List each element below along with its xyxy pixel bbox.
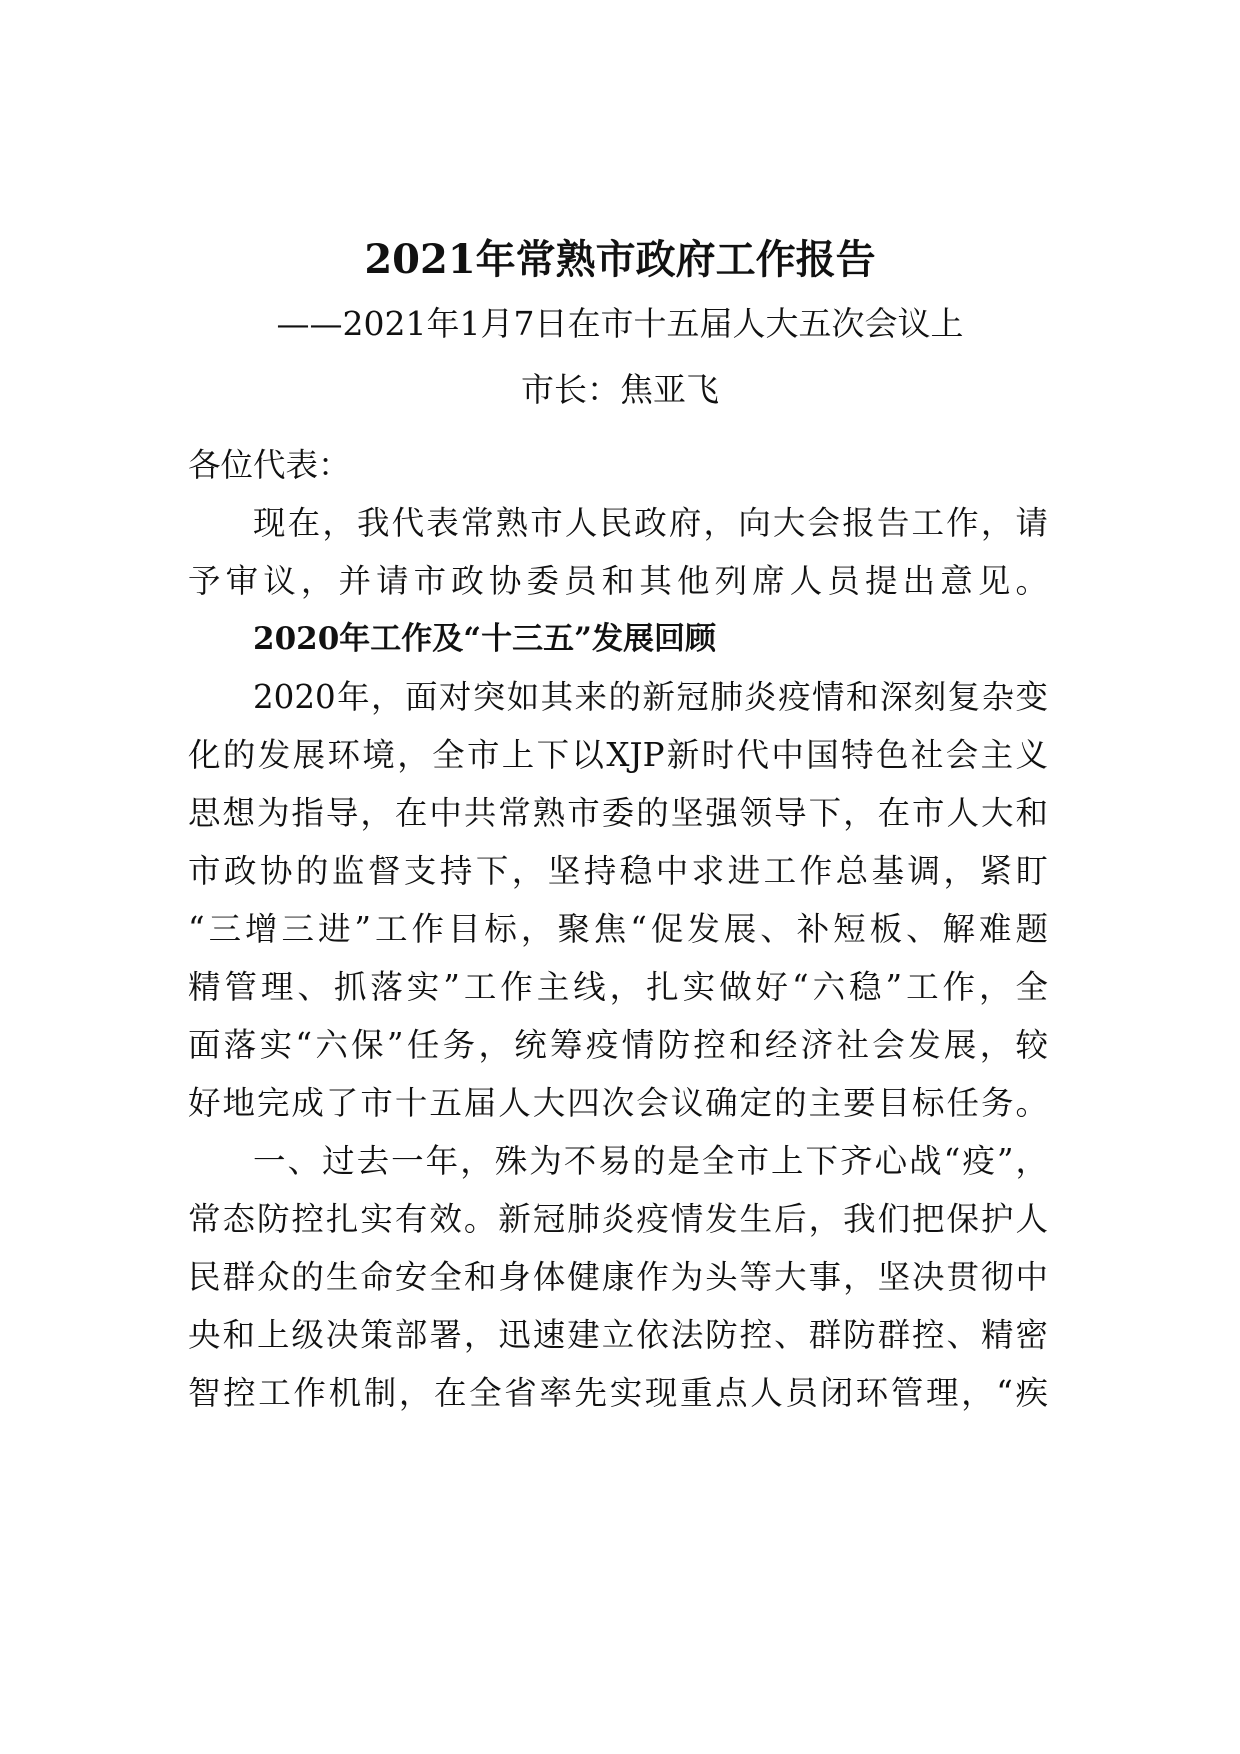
paragraph-line: “三增三进”工作目标，聚焦“促发展、补短板、解难题 — [188, 910, 1048, 948]
document-author: 市长：焦亚飞 — [521, 370, 719, 409]
paragraph-line: 化的发展环境，全市上下以XJP新时代中国特色社会主义 — [188, 736, 1048, 774]
paragraph-line: 精管理、抓落实”工作主线，扎实做好“六稳”工作，全 — [188, 968, 1048, 1006]
paragraph-line: 一、过去一年，殊为不易的是全市上下齐心战“疫”， — [253, 1142, 1048, 1180]
paragraph-line: 好地完成了市十五届人大四次会议确定的主要目标任务。 — [188, 1084, 1048, 1122]
section-heading: 2020年工作及“十三五”发展回顾 — [253, 621, 716, 657]
paragraph-line: 面落实“六保”任务，统筹疫情防控和经济社会发展，较 — [188, 1026, 1048, 1064]
paragraph-line: 予审议，并请市政协委员和其他列席人员提出意见。 — [188, 562, 1048, 600]
paragraph-line: 央和上级决策部署，迅速建立依法防控、群防群控、精密 — [188, 1316, 1048, 1354]
paragraph-line: 思想为指导，在中共常熟市委的坚强领导下，在市人大和 — [188, 794, 1048, 832]
paragraph-line: 智控工作机制，在全省率先实现重点人员闭环管理，“疾 — [188, 1374, 1048, 1412]
paragraph-line: 现在，我代表常熟市人民政府，向大会报告工作，请 — [253, 504, 1048, 542]
paragraph-line: 2020年，面对突如其来的新冠肺炎疫情和深刻复杂变 — [253, 678, 1048, 716]
paragraph-line: 常态防控扎实有效。新冠肺炎疫情发生后，我们把保护人 — [188, 1200, 1048, 1238]
paragraph-line: 市政协的监督支持下，坚持稳中求进工作总基调，紧盯 — [188, 852, 1048, 890]
salutation: 各位代表： — [188, 446, 351, 484]
paragraph-line: 民群众的生命安全和身体健康作为头等大事，坚决贯彻中 — [188, 1258, 1048, 1296]
document-title: 2021年常熟市政府工作报告 — [364, 236, 876, 283]
document-subtitle: ——2021年1月7日在市十五届人大五次会议上 — [276, 304, 964, 343]
